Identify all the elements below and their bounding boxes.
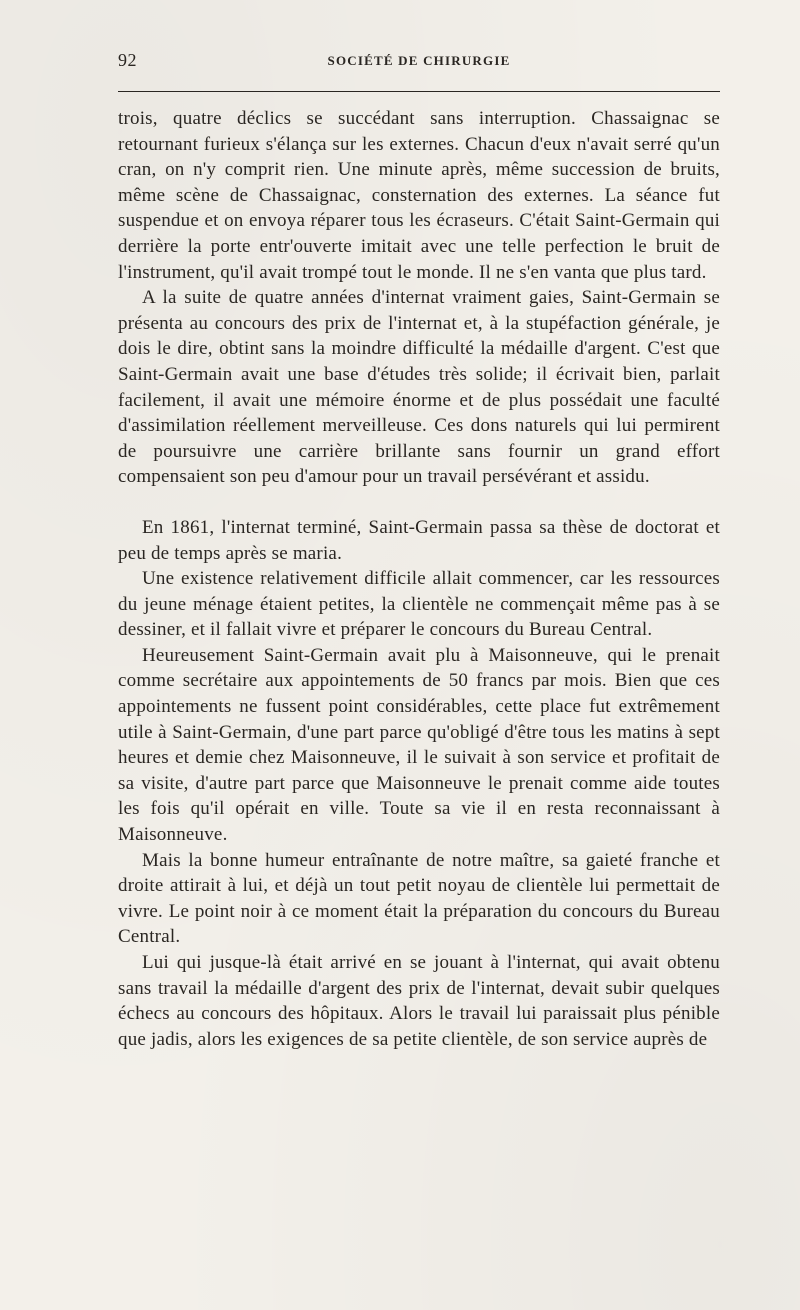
page-header	[118, 50, 720, 74]
paragraph-7: Lui qui jusque-là était arrivé en se jouant à l'internat, qui avait obtenu sans travail la médaille d'argent des prix de l'internat, devait subir quelques échecs au concours des hôpitaux. Alors le travail lui paraissait plus pénible que jadis, alors les exigences de sa petite clientèle, de son service auprès de	[118, 952, 720, 1050]
paragraph-6: Mais la bonne humeur entraînante de notre maître, sa gaieté franche et droite attirait à lui, et déjà un tout petit noyau de clientèle lui permettait de vivre. Le point noir à ce moment était la préparation du concours du Bureau Central.	[118, 849, 720, 948]
header-rule	[118, 91, 720, 92]
paragraph-1: trois, quatre déclics se succédant sans interruption. Chassaignac se retournant furieux s'élança sur les externes. Chacun d'eux n'avait serré qu'un cran, on n'y comprit rien. Une minute après, même succession de bruits, même scène de Chassaignac, consternation des externes. La séance fut suspendue et on envoya réparer tous les écraseurs. C'était Saint-Germain qui derrière la porte entr'ouverte imitait avec une telle perfection le bruit de l'instrument, qu'il avait trompé tout le monde. Il ne s'en vanta que plus tard.	[118, 108, 720, 283]
paragraph-2: A la suite de quatre années d'internat vraiment gaies, Saint-Germain se présenta au concours des prix de l'internat et, à la stupéfaction générale, je dois le dire, obtint sans la moindre difficulté la médaille d'argent. C'est que Saint-Germain avait une base d'études très solide; il écrivait bien, parlait facilement, il avait une mémoire énorme et de plus possédait une faculté d'assimilation réellement merveilleuse. Ces dons naturels qui lui permirent de poursuivre une carrière brillante sans fournir un grand effort compensaient son peu d'amour pour un travail persévérant et assidu.	[118, 287, 720, 488]
paragraph-3: En 1861, l'internat terminé, Saint-Germain passa sa thèse de doctorat et peu de temps après se maria.	[118, 516, 720, 564]
paragraph-4: Une existence relativement difficile allait commencer, car les ressources du jeune ménage étaient petites, la clientèle ne commençait même pas à se dessiner, et il fallait vivre et préparer le concours du Bureau Central.	[118, 568, 720, 641]
page-number: 92	[118, 50, 137, 70]
body-text	[118, 106, 720, 1052]
paragraph-5: Heureusement Saint-Germain avait plu à Maisonneuve, qui le prenait comme secrétaire aux appointements de 50 francs par mois. Bien que ces appointements ne fussent point considérables, cette place fut extrêmement utile à Saint-Germain, d'une part parce qu'obligé d'être tous les matins à sept heures et demie chez Maisonneuve, il le suivait à son service et profitait de sa visite, d'autre part parce que Maisonneuve le prenait comme aide toutes les fois qu'il opérait en ville. Toute sa vie il en resta reconnaissant à Maisonneuve.	[118, 644, 720, 846]
running-title: SOCIÉTÉ DE CHIRURGIE	[327, 53, 511, 68]
